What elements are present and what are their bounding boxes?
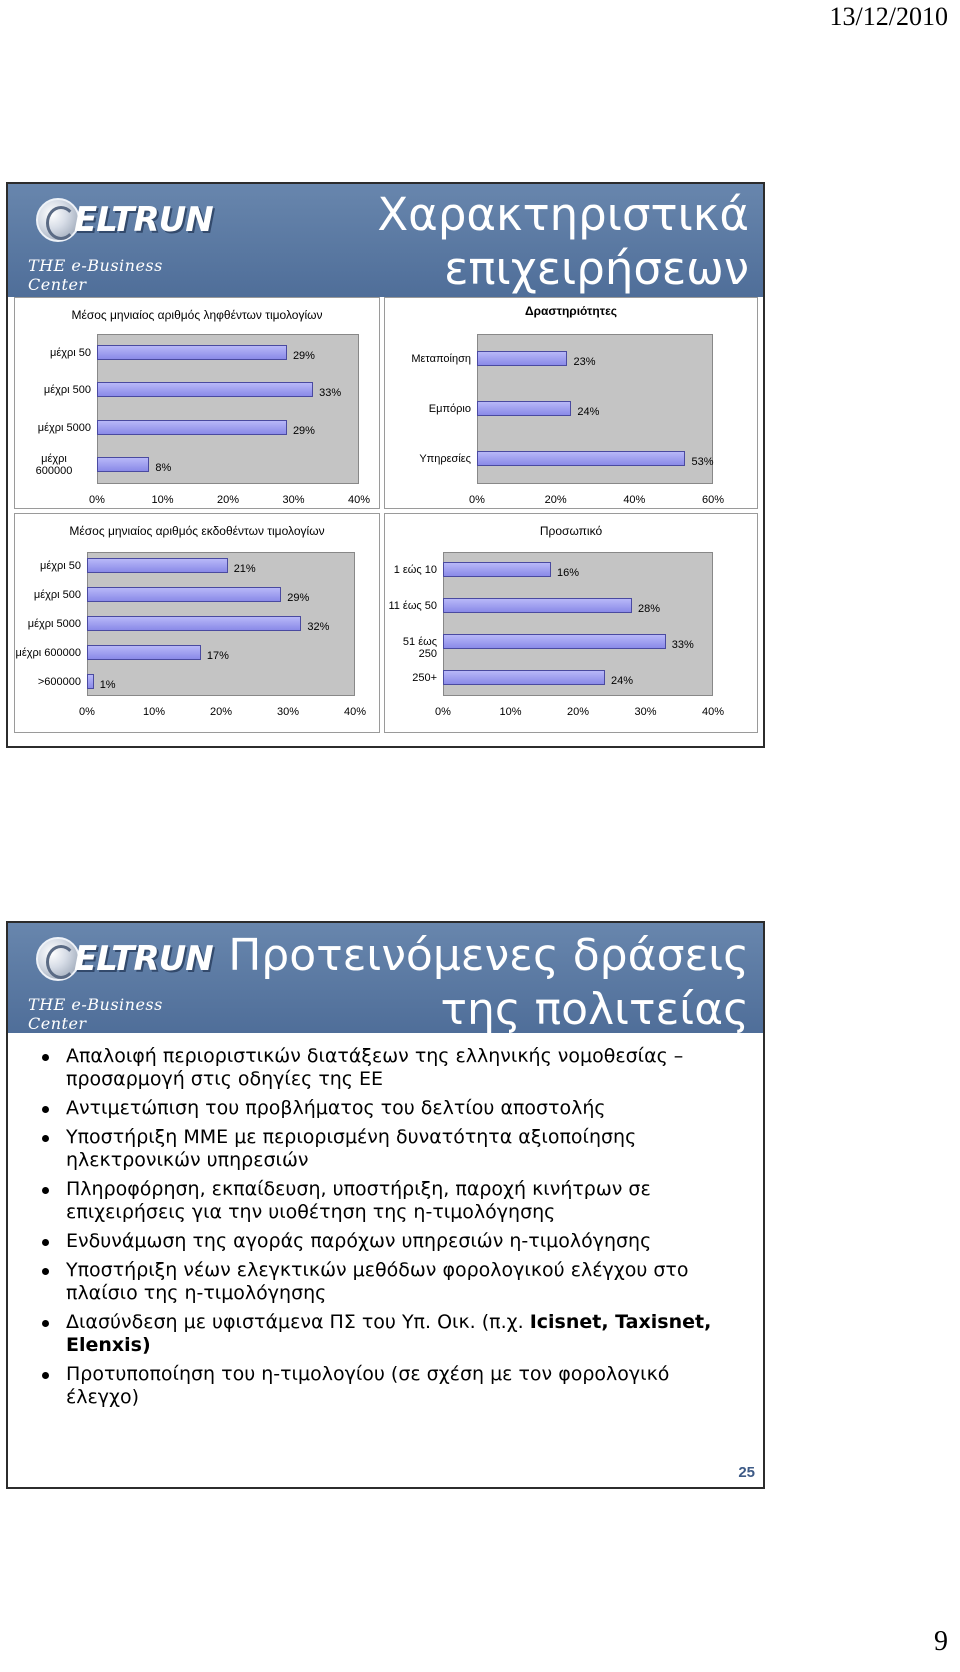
- category-label: μέχρι 50: [49, 346, 91, 359]
- eltrun-logo: [14, 929, 213, 1033]
- tick-label: 0%: [89, 494, 105, 506]
- bar: [443, 562, 551, 577]
- data-label: 23%: [573, 356, 596, 368]
- slide-header-band: [8, 923, 763, 1033]
- bar: [97, 420, 287, 435]
- category-label: μέχρι 5000: [27, 618, 81, 630]
- chart-received-invoices: [14, 297, 380, 509]
- slide-title-line1: Χαρακτηριστικά: [377, 188, 749, 241]
- charts-grid: [14, 297, 759, 740]
- tick-label: 30%: [634, 706, 657, 718]
- category-label: μέχρι 50: [39, 560, 81, 573]
- data-label: 24%: [577, 406, 600, 418]
- logo-wordmark: ELTRUN: [74, 200, 213, 240]
- page-number: 9: [934, 1626, 948, 1657]
- list-item: Διασύνδεση με υφιστάμενα ΠΣ του Υπ. Οικ. (π.χ. Icisnet, Taxisnet, Elenxis): [36, 1311, 736, 1357]
- data-label: 24%: [611, 675, 634, 687]
- tick-label: 60%: [701, 494, 725, 506]
- chart-personnel: [384, 513, 758, 733]
- document-date: 13/12/2010: [829, 2, 948, 31]
- list-item: Προτυποποίηση του η-τιμολογίου (σε σχέση με τον φορολογικό έλεγχο): [36, 1363, 736, 1409]
- bar: [443, 634, 666, 649]
- slide-policy-actions: [6, 921, 765, 1489]
- data-label: 33%: [671, 639, 694, 651]
- data-label: 8%: [155, 462, 172, 475]
- chart-activities: [384, 297, 758, 509]
- list-item: Απαλοιφή περιοριστικών διατάξεων της ελληνικής νομοθεσίας – προσαρμογή στις οδηγίες της ΕΕ: [36, 1045, 736, 1091]
- bullet-icon: [42, 1135, 49, 1142]
- eltrun-logo: [14, 190, 213, 294]
- bar: [477, 351, 567, 366]
- data-label: 1%: [99, 678, 116, 691]
- bar: [97, 382, 313, 397]
- tick-label: 0%: [469, 494, 485, 506]
- tick-label: 40%: [347, 494, 371, 506]
- logo-tagline: THE e-Business Center: [28, 256, 163, 294]
- category-label: 250+: [412, 672, 437, 684]
- bar: [87, 674, 94, 689]
- list-item: Ενδυνάμωση της αγοράς παρόχων υπηρεσιών η-τιμολόγησης: [36, 1230, 736, 1253]
- slide-title: [377, 188, 749, 296]
- slide-title: [228, 929, 749, 1037]
- bullet-icon: [42, 1320, 49, 1327]
- tick-label: 10%: [142, 706, 166, 718]
- bar: [443, 598, 632, 613]
- logo-tagline: THE e-Business Center: [28, 995, 163, 1033]
- list-item: Πληροφόρηση, εκπαίδευση, υποστήριξη, παροχή κινήτρων σε επιχειρήσεις για την υιοθέτηση της η-τιμολόγησης: [36, 1178, 736, 1224]
- bullet-list: [36, 1045, 736, 1415]
- chart-title: Δραστηριότητες: [524, 304, 618, 318]
- bullet-icon: [42, 1187, 49, 1194]
- category-label: μέχρι 600000: [15, 646, 81, 659]
- bar: [87, 616, 301, 631]
- category-label: μέχρι 500: [33, 589, 81, 602]
- data-label: 32%: [307, 621, 330, 633]
- tick-label: 40%: [623, 494, 646, 506]
- tick-label: 20%: [216, 494, 240, 506]
- bar: [87, 645, 201, 660]
- category-label: 51 έως 250: [402, 636, 437, 660]
- bullet-icon: [42, 1106, 49, 1113]
- category-label: μέχρι 600000: [35, 453, 73, 478]
- bullet-icon: [42, 1268, 49, 1275]
- data-label: 29%: [292, 349, 315, 362]
- bar: [477, 451, 685, 466]
- data-label: 29%: [287, 592, 310, 605]
- tick-label: 40%: [343, 706, 367, 718]
- tick-label: 40%: [701, 706, 725, 718]
- slide-title-line2: επιχειρήσεων: [444, 242, 749, 295]
- slide-title-line2: της πολιτείας: [440, 984, 749, 1035]
- bar: [87, 558, 228, 573]
- tick-label: 0%: [435, 706, 451, 718]
- bar: [477, 401, 571, 416]
- bar: [87, 587, 281, 602]
- tick-label: 20%: [544, 494, 567, 506]
- chart-issued-invoices: [14, 513, 380, 733]
- bar: [443, 670, 605, 685]
- data-label: 53%: [691, 456, 714, 468]
- category-label: Μεταποίηση: [411, 353, 471, 365]
- tick-label: 20%: [209, 706, 233, 718]
- slide-title-line1: Προτεινόμενες δράσεις: [228, 930, 749, 981]
- slide-header-band: [8, 184, 763, 297]
- tick-label: 20%: [566, 706, 590, 718]
- list-item: Αντιμετώπιση του προβλήματος του δελτίου αποστολής: [36, 1097, 736, 1120]
- category-label: μέχρι 5000: [37, 421, 91, 434]
- data-label: 17%: [206, 649, 229, 662]
- category-label: 1 εώς 10: [393, 564, 437, 576]
- data-label: 29%: [292, 424, 315, 437]
- slide-characteristics: [6, 182, 765, 748]
- data-label: 28%: [638, 603, 661, 615]
- bar: [97, 457, 149, 472]
- category-label: >600000: [37, 675, 81, 688]
- bullet-icon: [42, 1054, 49, 1061]
- chart-title: Μέσος μηνιαίος αριθμός εκδοθέντων τιμολογίων: [69, 524, 325, 538]
- logo-wordmark: ELTRUN: [74, 939, 213, 979]
- category-label: Εμπόριο: [428, 403, 471, 415]
- tick-label: 30%: [282, 494, 305, 506]
- bullet-icon: [42, 1372, 49, 1379]
- data-label: 21%: [233, 563, 256, 576]
- list-item: Υποστήριξη νέων ελεγκτικών μεθόδων φορολογικού ελέγχου στο πλαίσιο της η-τιμολόγησης: [36, 1259, 736, 1305]
- slide-number: 25: [738, 1464, 755, 1481]
- chart-title: Μέσος μηνιαίος αριθμός ληφθέντων τιμολογίων: [71, 308, 323, 322]
- tick-label: 10%: [499, 706, 522, 718]
- tick-label: 10%: [151, 494, 174, 506]
- data-label: 16%: [557, 567, 580, 579]
- tick-label: 30%: [276, 706, 300, 718]
- category-label: μέχρι 500: [43, 384, 91, 397]
- data-label: 33%: [319, 387, 342, 400]
- bullet-icon: [42, 1239, 49, 1246]
- category-label: Υπηρεσίες: [419, 453, 471, 465]
- chart-title: Προσωπικό: [539, 524, 603, 538]
- list-item: Υποστήριξη ΜΜΕ με περιορισμένη δυνατότητα αξιοποίησης ηλεκτρονικών υπηρεσιών: [36, 1126, 736, 1172]
- tick-label: 0%: [79, 706, 95, 718]
- category-label: 11 έως 50: [388, 600, 437, 612]
- bar: [97, 345, 287, 360]
